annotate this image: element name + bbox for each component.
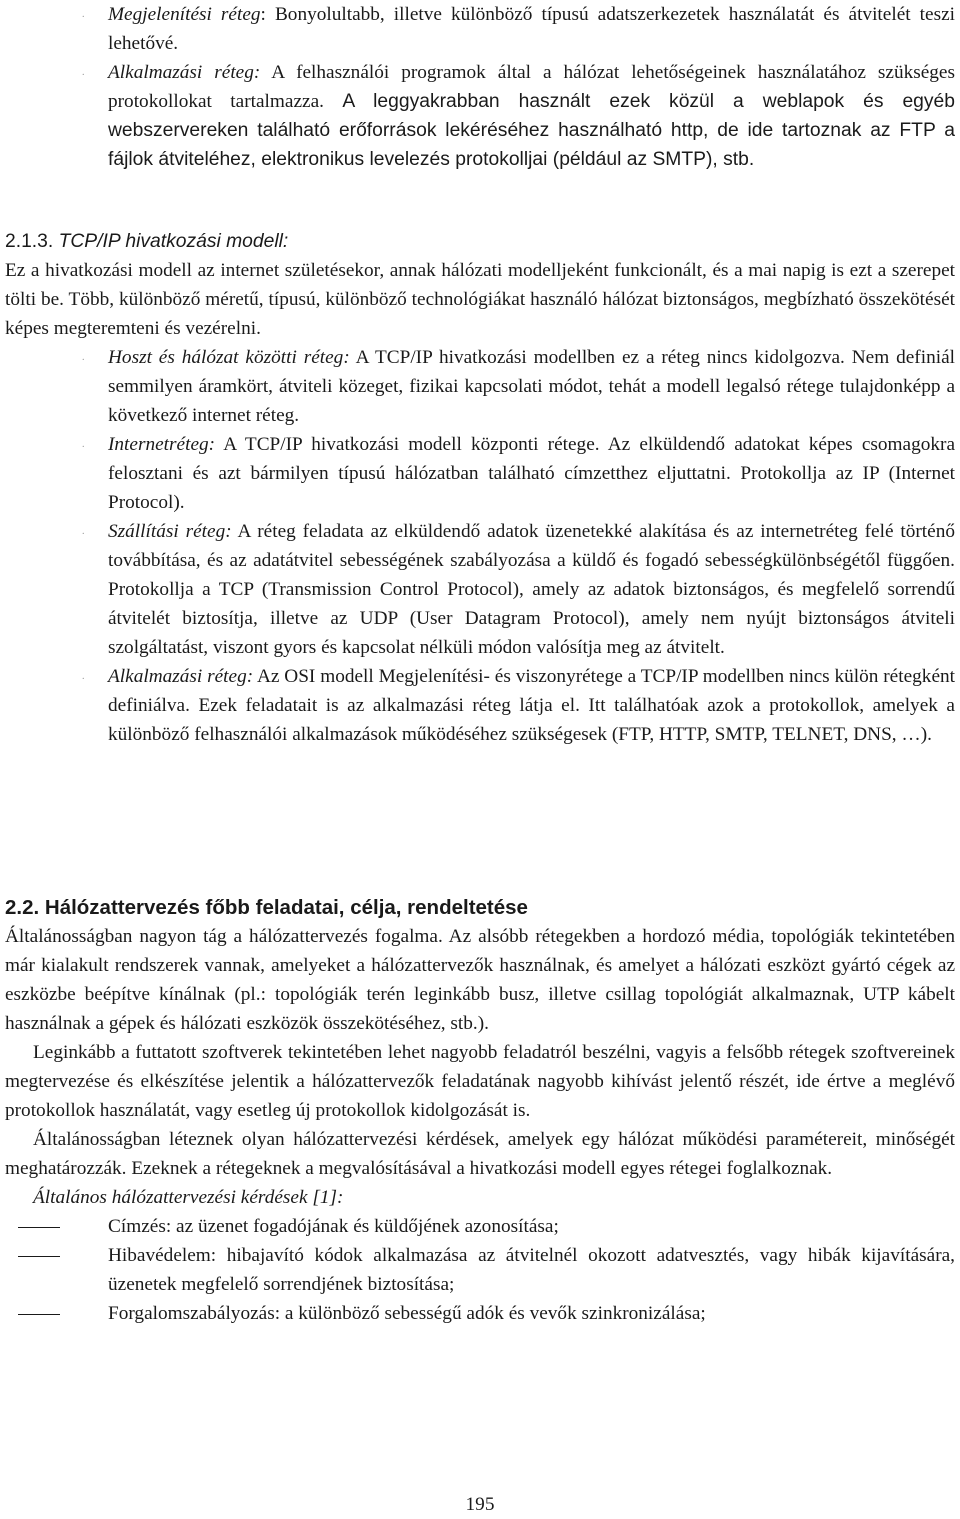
item-term: Alkalmazási réteg: (108, 62, 261, 83)
paragraph: Általánosságban léteznek olyan hálózattervezési kérdések, amelyek egy hálózat működési paramétereit, minőségét meghatározzák. Ezeknek a rétegeknek a megvalósításával a hivatkozási modell egyes rétegei foglalkoznak. (5, 1129, 955, 1179)
item-text: A TCP/IP hivatkozási modell központi rétege. Az elküldendő adatokat képes csomagokra felosztani és azt bármilyen típusú hálózatban található címzetthez eljuttatni. Protokollja az IP (Internet Protocol). (108, 434, 955, 513)
dash-bullet (5, 1299, 73, 1328)
item-text: A felhasználói programok által a hálózat lehetőségeinek használatához szükséges protokollokat tartalmazza. (108, 62, 955, 112)
item-term: Megjelenítési réteg (108, 4, 261, 25)
item-text: A TCP/IP hivatkozási modellben ez a réteg nincs kidolgozva. Nem definiál semmilyen áramkört, átviteli közeget, fizikai kapcsolati módot, tehát a modell legalsó rétege tulajdonképp a következő internet réteg. (108, 347, 955, 426)
item-text: Bonyolultabb, illetve különböző típusú adatszerkezetek használatát és átvitelét teszi lehetővé. (108, 4, 955, 54)
list-item: . Internetréteg: A TCP/IP hivatkozási modell központi rétege. Az elküldendő adatokat képes csomagokra felosztani és azt bármilyen típusú hálózatban található címzetthez eljuttatni. Protokollja az IP (Internet Protocol). (82, 434, 955, 513)
item-text-sans: A leggyakrabban használt ezek közül a weblapok és egyéb webszervereken található erőforrások lekéréséhez használható http, de ide tartoznak az FTP a fájlok átviteléhez, elektronikus levelezés protokolljai (például az SMTP), stb. (108, 91, 955, 170)
page-number: 195 (465, 1494, 495, 1515)
paragraph: Általánosságban nagyon tág a hálózattervezés fogalma. Az alsóbb rétegekben a hordozó média, topológiák tekintetében már kialakult rendszerek vannak, amelyeket a hálózattervezők használnak, és amelyet a hálózati eszközt gyártó cégek az eszközbe beépítve kínálnak (pl.: topológiák terén leginkább busz, illetve csillag topológiát alkalmaznak, UTP kábelt használnak a gépek és hálózati eszközök összekötéséhez, stb.). (5, 926, 955, 1034)
item-text: A réteg feladata az elküldendő adatok üzenetekké alakítása és az internetréteg felé történő továbbítása, és az adatátvitel sebességének szabályozása a küldő és fogadó sebességkülönbségétől függően. Protokollja a TCP (Transmission Control Protocol), amely az adatok biztonságos, és megfelelő sorrendű átvitelét biztosítja, illetve az UDP (User Datagram Protocol), amely nem nyújt biztonságos átviteli szolgáltatást, viszont gyors és kapcsolat nélküli módon valósítja meg az átvitelt. (108, 521, 956, 658)
top-list (5, 0, 955, 174)
section-heading: 2.2. Hálózattervezés főbb feladatai, célja, rendeltetése (5, 896, 528, 919)
section-intro: Ez a hivatkozási modell az internet születésekor, annak hálózati modelljeként funkcionált, és a mai napig is ezt a szerepet tölti be. Több, különböző méretű, típusú, különböző technológiákat használó hálózat biztonságos, megbízható összekötését képes megteremteni és vezérelni. (5, 260, 955, 339)
dash-list-item: Címzés: az üzenet fogadójának és küldőjének azonosítása; (5, 1212, 955, 1241)
paragraph: Leginkább a futtatott szoftverek tekintetében lehet nagyobb feladatról beszélni, vagyis a felsőbb rétegek szoftvereinek megtervezése és elkészítése jelentik a hálózattervezők feladatának nagyobb kihívást jelentő részét, ide értve a meglévő protokollok használatát, vagy esetleg új protokollok kidolgozását is. (5, 1042, 955, 1121)
section-2-2 (5, 893, 955, 1328)
list-item: . Megjelenítési réteg: Bonyolultabb, illetve különböző típusú adatszerkezetek használatát és átvitelét teszi lehetővé. (82, 4, 955, 54)
list-item: . Alkalmazási réteg: Az OSI modell Megjelenítési- és viszonyrétege a TCP/IP modellben nincs külön rétegként definiálva. Ezek feladatait is az alkalmazási réteg látja el. Itt találhatóak azok a protokollok, amelyek a különböző felhasználói alkalmazások működéséhez szükségesek (FTP, HTTP, SMTP, TELNET, DNS, …). (82, 666, 955, 745)
list-title: Általános hálózattervezési kérdések [1]: (33, 1187, 344, 1208)
list-item: . Hoszt és hálózat közötti réteg: A TCP/IP hivatkozási modellben ez a réteg nincs kidolgozva. Nem definiál semmilyen áramkört, átviteli közeget, fizikai kapcsolati módot, tehát a modell legalsó rétege tulajdonképp a következő internet réteg. (82, 347, 955, 426)
item-term: Hoszt és hálózat közötti réteg: (108, 347, 350, 368)
dash-list-item: Forgalomszabályozás: a különböző sebességű adók és vevők szinkronizálása; (5, 1299, 955, 1328)
item-term: Szállítási réteg: (108, 521, 232, 542)
section-heading (5, 227, 955, 256)
section-title: TCP/IP hivatkozási modell: (53, 231, 289, 252)
item-text: Az OSI modell Megjelenítési- és viszonyrétege a TCP/IP modellben nincs külön rétegként definiálva. Ezek feladatait is az alkalmazási réteg látja el. Itt találhatóak azok a protokollok, amelyek a különböző felhasználói alkalmazások működéséhez szükségesek (FTP, HTTP, SMTP, TELNET, DNS, …). (108, 666, 955, 745)
dash-bullet (5, 1212, 73, 1241)
list-item: . Alkalmazási réteg: A felhasználói programok által a hálózat lehetőségeinek használatához szükséges protokollokat tartalmazza. A leggyakrabban használt ezek közül a weblapok és egyéb webszervereken található erőforrások lekéréséhez használható http, de ide tartoznak az FTP a fájlok átviteléhez, elektronikus levelezés protokolljai (például az SMTP), stb. (82, 62, 955, 170)
item-term: Alkalmazási réteg: (108, 666, 254, 687)
section-number: 2.1.3. (5, 231, 54, 252)
section-2-1-3 (5, 227, 955, 749)
item-term: Internetréteg: (108, 434, 216, 455)
dash-list-item: Hibavédelem: hibajavító kódok alkalmazása az átvitelnél okozott adatvesztés, vagy hibák kijavítására, üzenetek megfelelő sorrendjének biztosítása; (5, 1241, 955, 1299)
list-item: . Szállítási réteg: A réteg feladata az elküldendő adatok üzenetekké alakítása és az internetréteg felé történő továbbítása, és az adatátvitel sebességének szabályozása a küldő és fogadó sebességkülönbségétől függően. Protokollja a TCP (Transmission Control Protocol), amely az adatok biztonságos, és megfelelő sorrendű átvitelét biztosítja, illetve az UDP (User Datagram Protocol), amely nem nyújt biztonságos átviteli szolgáltatást, viszont gyors és kapcsolat nélküli módon valósítja meg az átvitelt. (82, 521, 956, 658)
dash-bullet (5, 1241, 73, 1270)
